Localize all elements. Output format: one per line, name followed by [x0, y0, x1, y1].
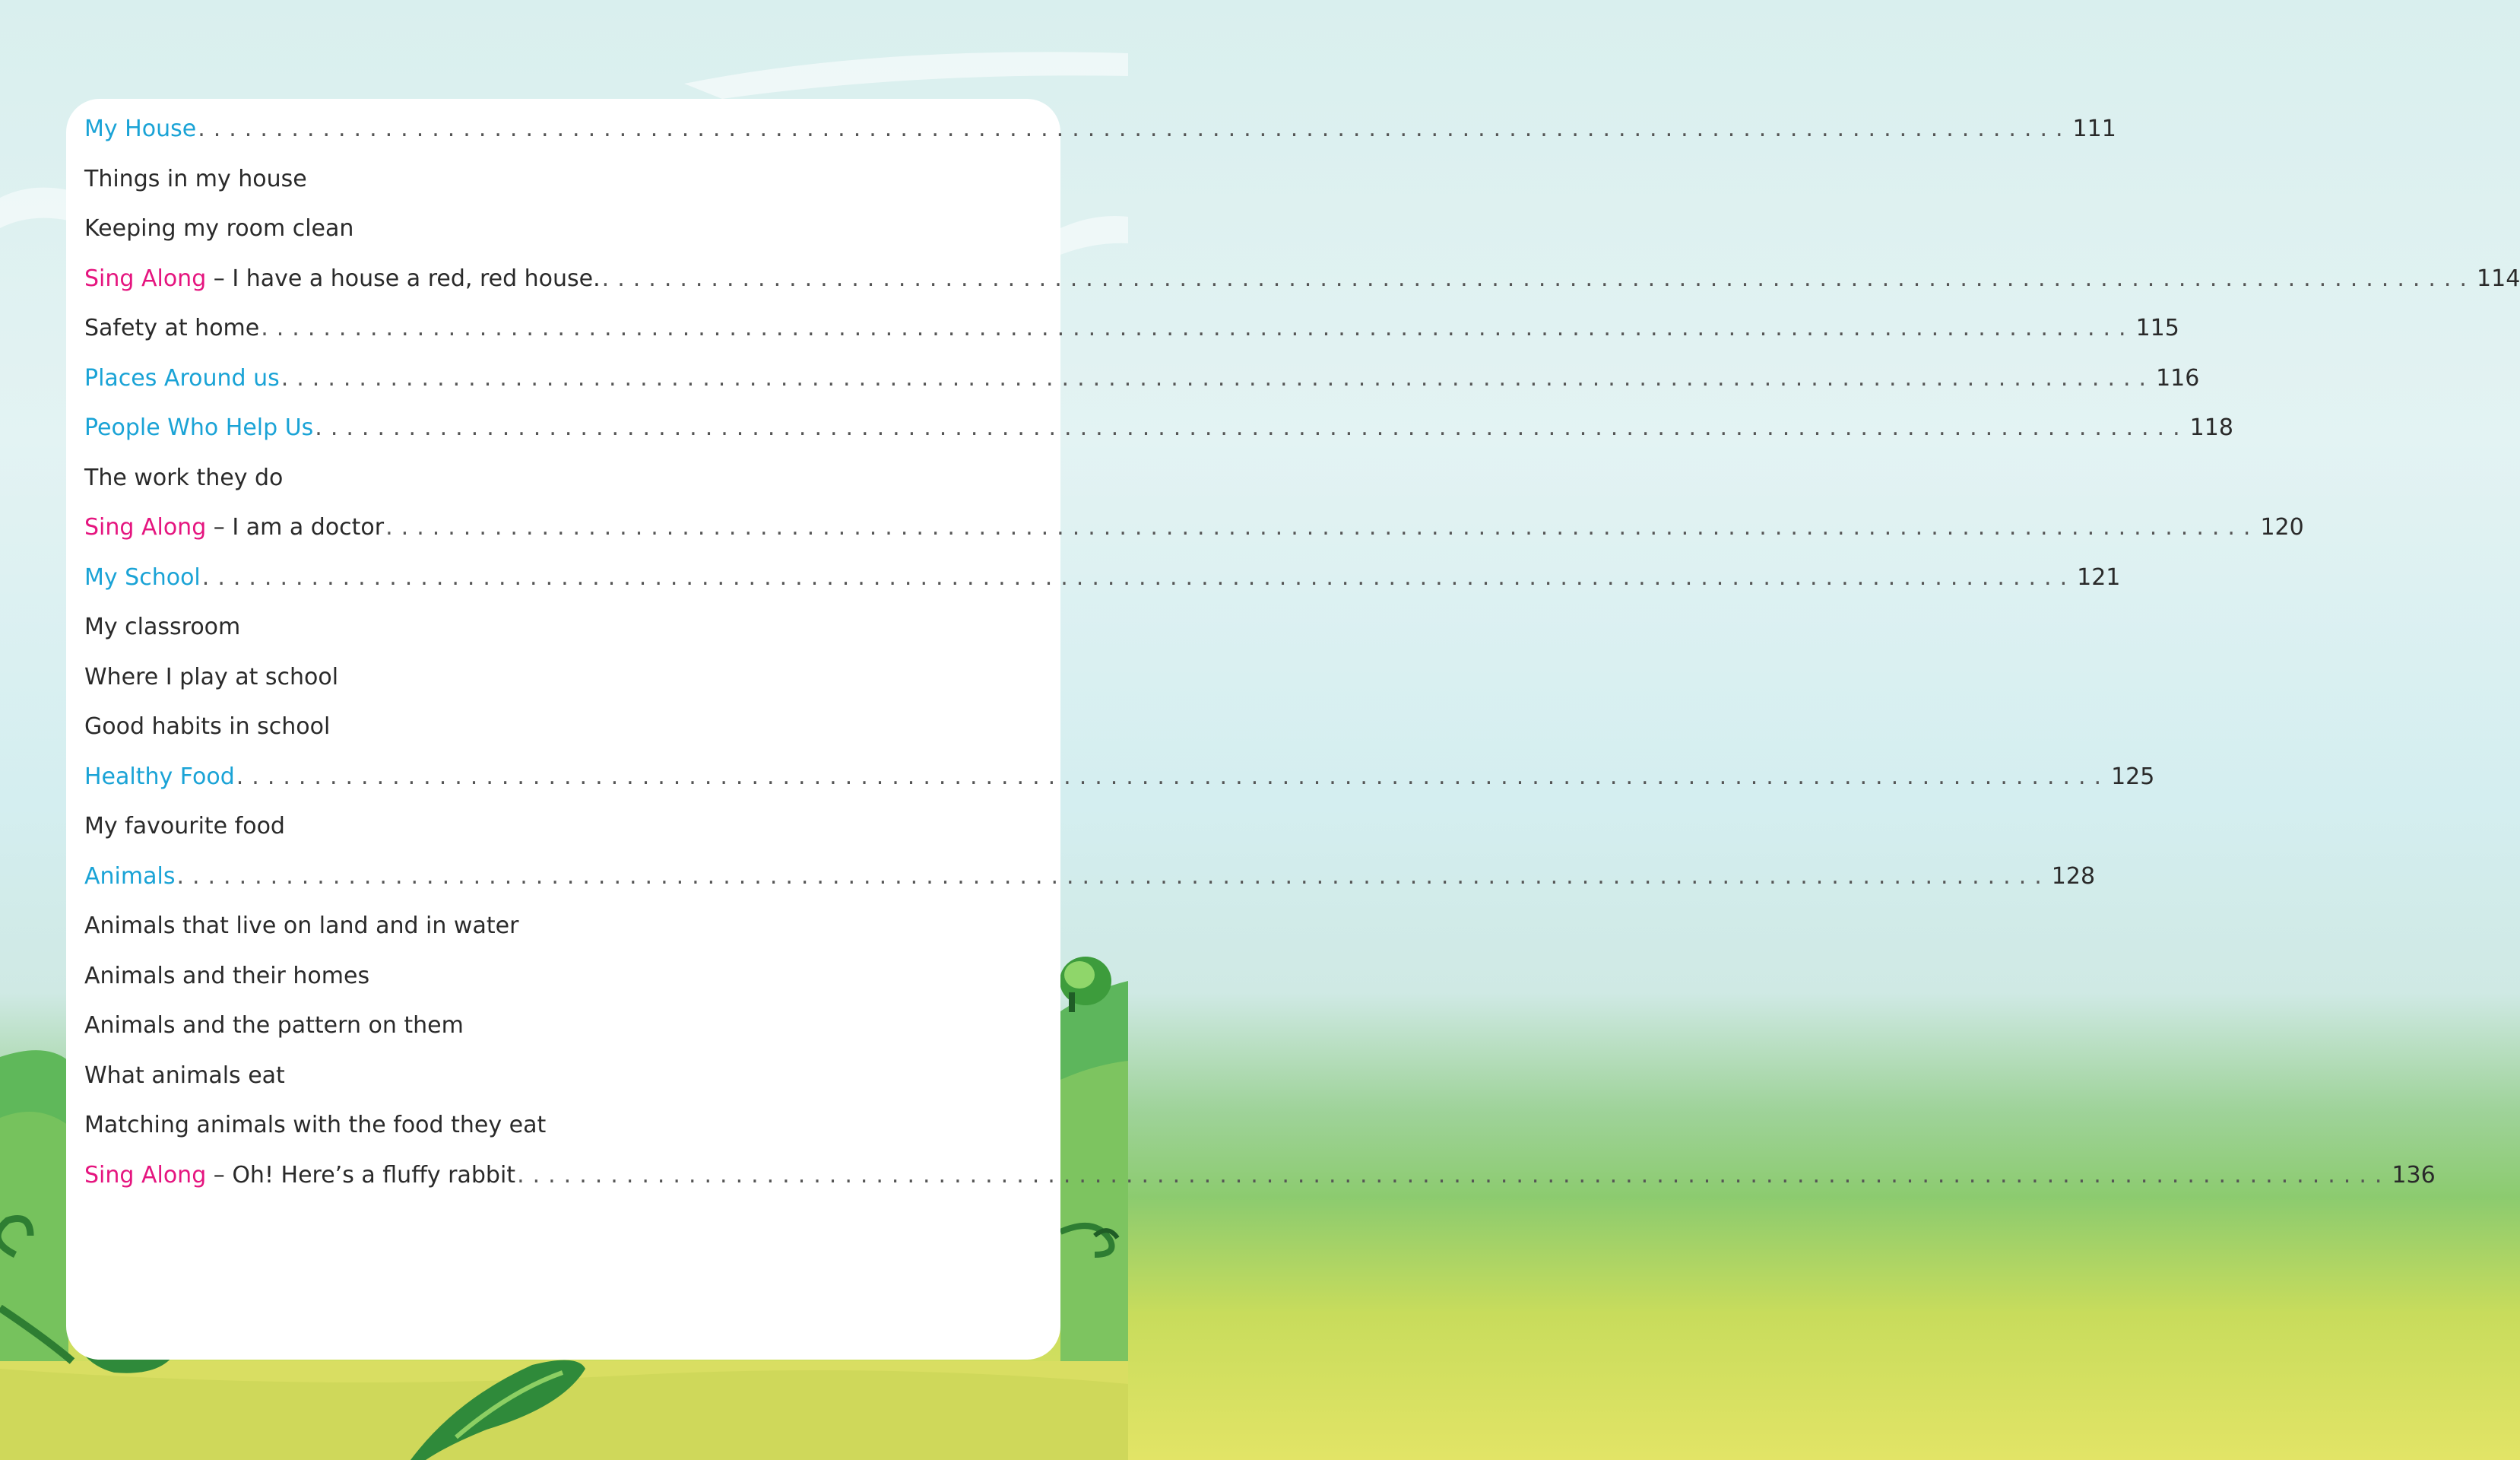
toc-entry[interactable]	[84, 792, 1030, 843]
toc-entry-title	[84, 961, 369, 992]
page-number: 118	[2189, 414, 2233, 441]
toc-entry[interactable]	[84, 294, 2179, 344]
toc-entry[interactable]	[84, 992, 1030, 1042]
toc-entry-title	[84, 911, 518, 941]
toc-entry-title	[84, 214, 353, 244]
toc-entry-title	[84, 612, 240, 643]
toc-entry-title	[84, 862, 175, 892]
sing-along-label: Sing Along	[84, 265, 207, 292]
toc-entry[interactable]	[84, 543, 2121, 593]
toc-entry[interactable]	[84, 892, 1030, 942]
topic-text: Good habits in school	[84, 713, 331, 740]
toc-entry-title	[84, 1061, 285, 1091]
toc-entry[interactable]	[84, 1091, 1030, 1141]
toc-entry-title	[84, 114, 196, 144]
toc-entry[interactable]	[84, 1141, 2436, 1191]
topic-text: Animals and their homes	[84, 962, 370, 989]
chapter-heading: Places Around us	[84, 364, 280, 392]
dot-leader: ........................................................................................................................	[261, 315, 2135, 341]
toc-entry-title	[84, 712, 330, 742]
toc-entry-title	[84, 563, 201, 593]
topic-text: What animals eat	[84, 1062, 285, 1089]
chapter-heading: My School	[84, 563, 201, 591]
page-number: 116	[2156, 364, 2200, 392]
chapter-heading: My House	[84, 116, 197, 142]
topic-text: – Oh! Here’s a fluffy rabbit	[206, 1161, 516, 1189]
toc-entry-title	[84, 811, 285, 842]
page-number: 114	[2477, 265, 2520, 292]
topic-text: The work they do	[84, 464, 284, 491]
toc-entry[interactable]	[84, 1041, 1030, 1091]
dot-leader: ........................................................................................................................	[201, 563, 2076, 591]
page-number: 136	[2392, 1161, 2436, 1189]
table-of-contents	[84, 114, 2520, 1191]
topic-text: My classroom	[84, 614, 241, 640]
page-number: 115	[2135, 315, 2179, 341]
dot-leader: ........................................................................................................................	[236, 763, 2110, 790]
toc-entry[interactable]	[84, 443, 1030, 494]
toc-entry[interactable]	[84, 593, 1030, 643]
topic-text: Keeping my room clean	[84, 215, 354, 242]
page-number: 111	[2072, 116, 2116, 142]
dot-leader: ........................................................................................................................	[385, 514, 2259, 541]
toc-entry-title	[84, 1011, 464, 1041]
toc-entry[interactable]	[84, 114, 2116, 144]
chapter-heading: People Who Help Us	[84, 414, 314, 441]
page-number: 121	[2077, 563, 2121, 591]
topic-text: Matching animals with the food they eat	[84, 1112, 547, 1138]
topic-text: Animals that live on land and in water	[84, 912, 519, 939]
topic-text: – I have a house a red, red house.	[206, 265, 601, 292]
dot-leader: ........................................................................................................................	[281, 364, 2155, 392]
toc-entry-title	[84, 264, 601, 294]
chapter-heading: Healthy Food	[84, 763, 235, 790]
toc-entry-title	[84, 164, 307, 195]
toc-entry[interactable]	[84, 742, 2155, 792]
toc-entry-title	[84, 413, 313, 443]
dot-leader: ........................................................................................................................	[176, 862, 2050, 890]
topic-text: Animals and the pattern on them	[84, 1012, 464, 1039]
dot-leader: ........................................................................................................................	[315, 414, 2189, 441]
toc-entry-title	[84, 1110, 546, 1141]
toc-entry[interactable]	[84, 244, 2520, 294]
toc-entry[interactable]	[84, 941, 1030, 992]
topic-text: Where I play at school	[84, 663, 339, 690]
topic-text: – I am a doctor	[206, 514, 385, 541]
dot-leader: ........................................................................................................................	[517, 1161, 2391, 1189]
toc-entry-title	[84, 762, 235, 792]
toc-entry-title	[84, 513, 384, 543]
toc-entry-title	[84, 313, 259, 344]
topic-text: Things in my house	[84, 165, 307, 192]
toc-entry[interactable]	[84, 344, 2200, 394]
toc-entry[interactable]	[84, 195, 1030, 245]
toc-entry[interactable]	[84, 842, 2096, 892]
dot-leader: ........................................................................................................................	[198, 116, 2071, 142]
page-number: 125	[2111, 763, 2155, 790]
toc-entry-title	[84, 1160, 515, 1191]
chapter-heading: Animals	[84, 862, 176, 890]
page-number: 120	[2260, 514, 2304, 541]
dot-leader: ........................................................................................................................	[601, 265, 2476, 292]
page-number: 128	[2051, 862, 2096, 890]
toc-entry-title	[84, 363, 280, 394]
toc-entry[interactable]	[84, 394, 2233, 444]
toc-entry[interactable]	[84, 494, 2304, 544]
sing-along-label: Sing Along	[84, 514, 207, 541]
topic-text: My favourite food	[84, 813, 285, 840]
topic-text: Safety at home	[84, 315, 260, 341]
sing-along-label: Sing Along	[84, 1161, 207, 1189]
toc-entry-title	[84, 463, 283, 494]
toc-entry[interactable]	[84, 693, 1030, 743]
toc-entry[interactable]	[84, 643, 1030, 693]
toc-entry[interactable]	[84, 144, 1030, 195]
toc-entry-title	[84, 662, 338, 693]
